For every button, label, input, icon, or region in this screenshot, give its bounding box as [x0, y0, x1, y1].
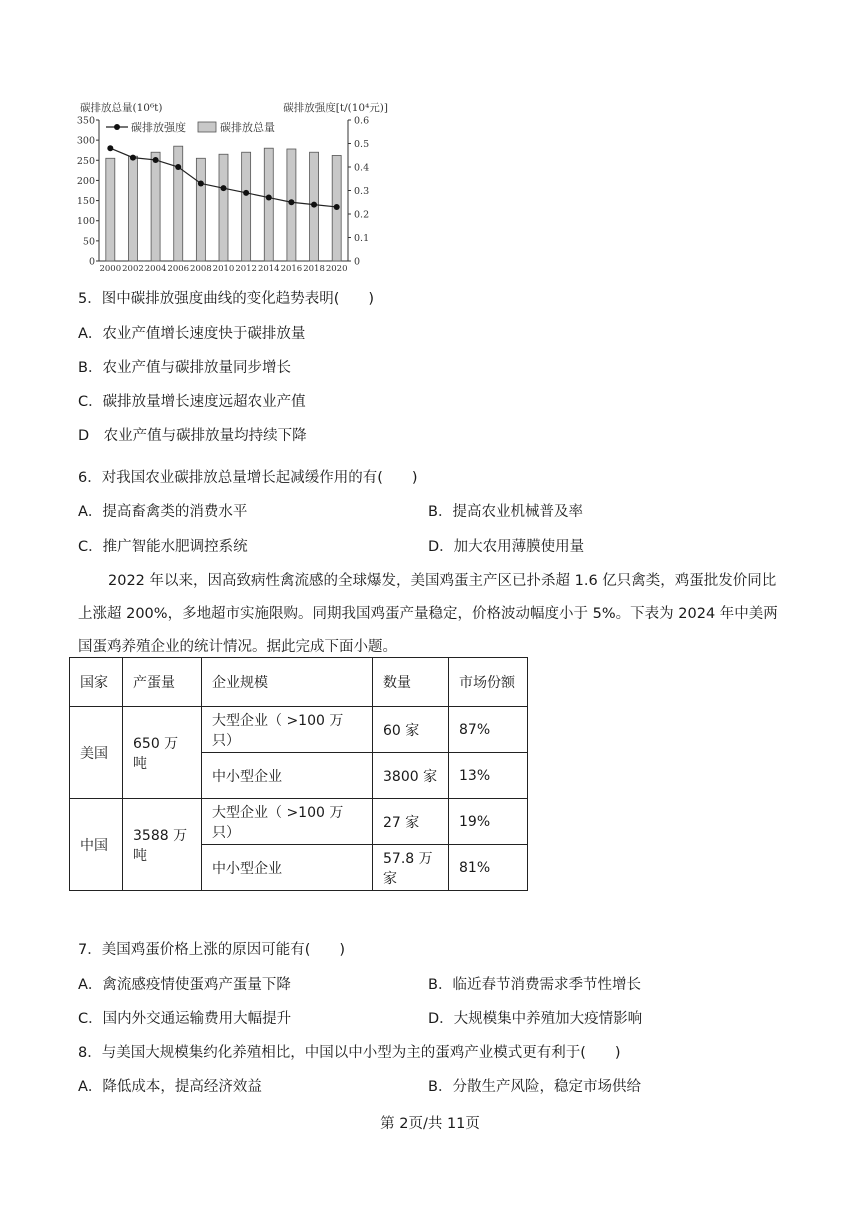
- legend-line-label: 碳排放强度: [131, 121, 186, 134]
- passage-text: 2022 年以来，因高致病性禽流感的全球爆发，美国鸡蛋主产区已扑杀超 1.6 亿只禽类，鸡蛋批发价同比上涨超 200%，多地超市实施限购。同期我国鸡蛋产量稳定，价格波动幅度小于 5%。下表为 2024 年中美两国蛋鸡养殖企业的统计情况。据此完成下面小题。: [78, 573, 778, 655]
- left-tick-label: 300: [76, 135, 95, 147]
- legend-bar-label: 碳排放总量: [220, 121, 275, 134]
- cell-country-us: 美国: [70, 707, 123, 799]
- x-tick-label: 2000: [99, 264, 122, 274]
- table-row: [70, 707, 528, 753]
- bar: [219, 154, 228, 261]
- passage: [78, 565, 786, 664]
- table-header-row: [70, 658, 528, 707]
- q7-option-d: D．大规模集中养殖加大疫情影响: [428, 1011, 643, 1027]
- header-share: 市场份额: [449, 658, 528, 707]
- right-tick-label: 0.2: [354, 209, 370, 221]
- bar: [264, 148, 273, 261]
- x-tick-label: 2008: [190, 264, 212, 274]
- bar: [196, 158, 205, 261]
- x-tick-label: 2018: [303, 264, 325, 274]
- chart-svg: [76, 98, 396, 276]
- left-tick-label: 200: [76, 175, 95, 187]
- q5-stem: 5．图中碳排放强度曲线的变化趋势表明( ): [78, 291, 375, 307]
- bar: [174, 146, 183, 261]
- q8-option-b: B．分散生产风险，稳定市场供给: [428, 1079, 641, 1095]
- cell-count: 57.8 万家: [373, 845, 449, 891]
- cell-count: 60 家: [373, 707, 449, 753]
- intensity-point: [311, 202, 317, 208]
- q7-option-a: A．禽流感疫情使蛋鸡产蛋量下降: [78, 977, 291, 993]
- q6-option-d: D．加大农用薄膜使用量: [428, 539, 585, 555]
- intensity-point: [243, 190, 249, 196]
- right-axis-title: 碳排放强度[t/(10⁴元)]: [283, 102, 388, 114]
- intensity-point: [107, 145, 113, 151]
- x-tick-label: 2012: [235, 264, 257, 274]
- egg-industry-table: [69, 657, 528, 891]
- page-footer: 第 2页/共 11页: [380, 1116, 480, 1132]
- cell-share: 19%: [449, 799, 528, 845]
- cell-country-cn: 中国: [70, 799, 123, 891]
- intensity-point: [153, 157, 159, 163]
- intensity-point: [334, 204, 340, 210]
- q6-option-a: A．提高畜禽类的消费水平: [78, 504, 248, 520]
- table-row: [70, 799, 528, 845]
- q6-stem: 6．对我国农业碳排放总量增长起减缓作用的有( ): [78, 470, 418, 486]
- left-tick-label: 100: [76, 216, 95, 228]
- q6-option-c: C．推广智能水肥调控系统: [78, 539, 248, 555]
- bar: [106, 158, 115, 261]
- cell-scale: 中小型企业: [202, 753, 373, 799]
- cell-share: 81%: [449, 845, 528, 891]
- left-axis-title: 碳排放总量(10⁶t): [80, 102, 163, 114]
- cell-share: 13%: [449, 753, 528, 799]
- legend-point-symbol: [114, 124, 120, 130]
- left-tick-label: 250: [76, 155, 95, 167]
- cell-share: 87%: [449, 707, 528, 753]
- legend-bar-symbol: [198, 122, 216, 132]
- cell-output-cn: 3588 万吨: [123, 799, 202, 891]
- x-tick-label: 2006: [167, 264, 190, 274]
- q7-option-c: C．国内外交通运输费用大幅提升: [78, 1011, 292, 1027]
- left-tick-label: 350: [76, 115, 95, 127]
- left-tick-label: 150: [76, 196, 95, 208]
- right-tick-label: 0: [354, 256, 361, 268]
- q8-option-a: A．降低成本，提高经济效益: [78, 1079, 262, 1095]
- q5-option-d: D 农业产值与碳排放量均持续下降: [78, 428, 307, 444]
- x-tick-label: 2004: [144, 264, 167, 274]
- header-scale: 企业规模: [202, 658, 373, 707]
- intensity-point: [266, 195, 272, 201]
- intensity-point: [221, 185, 227, 191]
- x-tick-label: 2020: [325, 264, 348, 274]
- cell-count: 3800 家: [373, 753, 449, 799]
- cell-output-us: 650 万吨: [123, 707, 202, 799]
- x-tick-label: 2016: [280, 264, 303, 274]
- x-tick-label: 2002: [122, 264, 144, 274]
- q7-option-b: B．临近春节消费需求季节性增长: [428, 977, 641, 993]
- q5-option-c: C．碳排放量增长速度远超农业产值: [78, 394, 306, 410]
- right-tick-label: 0.3: [354, 186, 370, 197]
- q5-option-a: A．农业产值增长速度快于碳排放量: [78, 326, 306, 342]
- bar: [242, 152, 251, 261]
- q6-option-b: B．提高农业机械普及率: [428, 504, 583, 520]
- bar: [151, 152, 160, 261]
- header-count: 数量: [373, 658, 449, 707]
- x-tick-label: 2010: [212, 264, 235, 274]
- cell-scale: 大型企业（ >100 万只）: [202, 707, 373, 753]
- right-tick-label: 0.6: [354, 115, 370, 127]
- right-tick-label: 0.4: [354, 162, 370, 174]
- left-tick-label: 50: [82, 236, 95, 248]
- header-country: 国家: [70, 658, 123, 707]
- right-tick-label: 0.1: [354, 233, 370, 244]
- q8-stem: 8．与美国大规模集约化养殖相比，中国以中小型为主的蛋鸡产业模式更有利于( ): [78, 1045, 621, 1061]
- q5-option-b: B．农业产值与碳排放量同步增长: [78, 360, 291, 376]
- intensity-point: [288, 199, 294, 205]
- bar: [128, 156, 137, 261]
- cell-scale: 大型企业（ >100 万只）: [202, 799, 373, 845]
- cell-count: 27 家: [373, 799, 449, 845]
- left-tick-label: 0: [88, 256, 95, 268]
- q7-stem: 7．美国鸡蛋价格上涨的原因可能有( ): [78, 942, 346, 958]
- intensity-point: [130, 155, 136, 161]
- right-tick-label: 0.5: [354, 139, 370, 150]
- carbon-chart: [76, 98, 396, 276]
- cell-scale: 中小型企业: [202, 845, 373, 891]
- intensity-point: [198, 180, 204, 186]
- intensity-point: [175, 164, 181, 170]
- x-tick-label: 2014: [257, 264, 280, 274]
- header-output: 产蛋量: [123, 658, 202, 707]
